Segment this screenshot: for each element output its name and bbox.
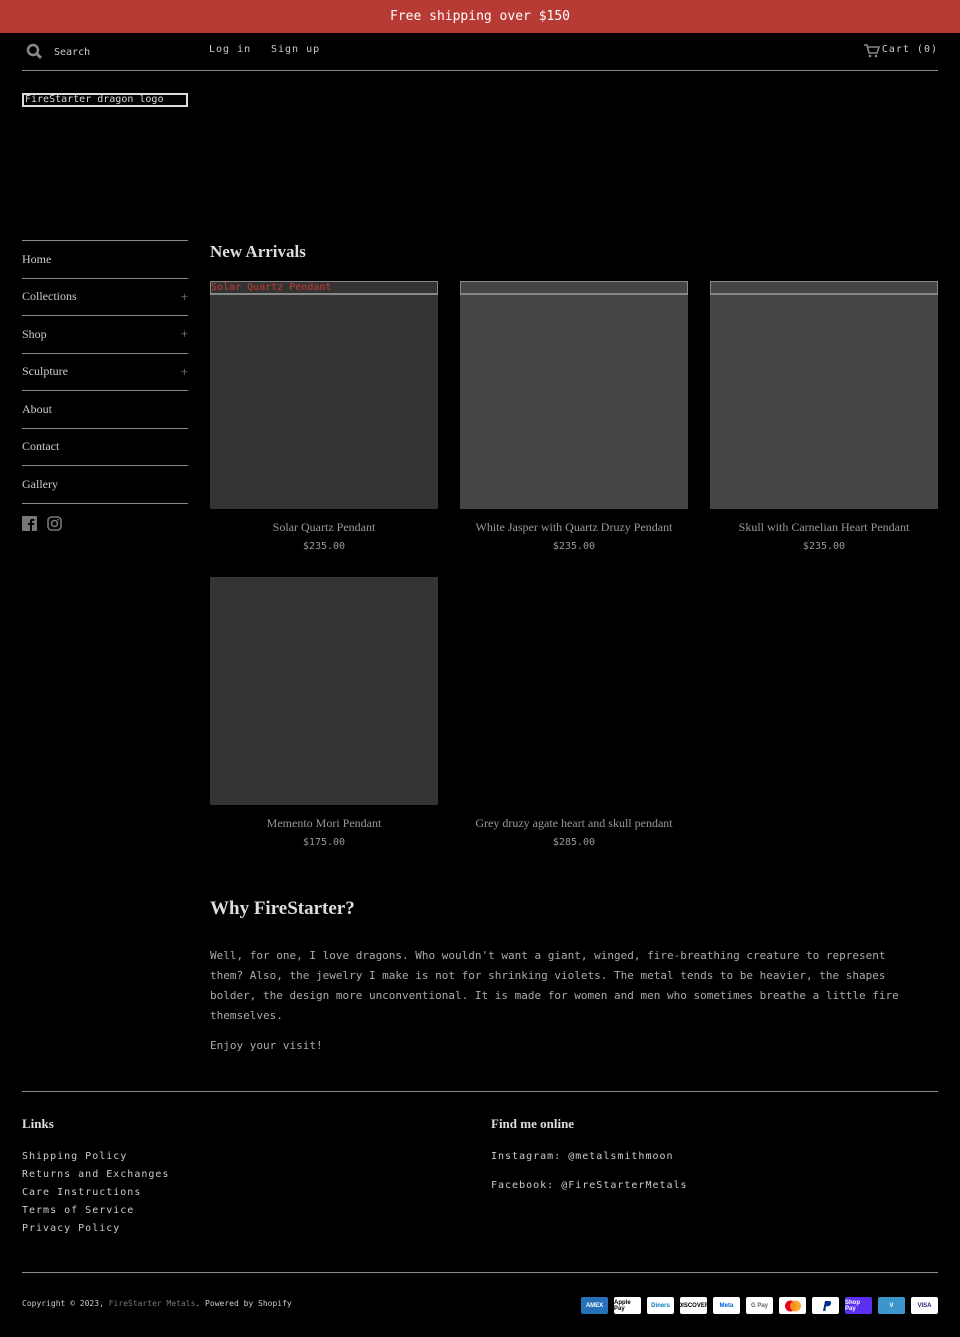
sidebar-item-label: About <box>22 401 52 416</box>
sidebar-item-collections[interactable] <box>22 279 188 317</box>
product-price: $235.00 <box>802 541 846 552</box>
product-image[interactable] <box>460 281 688 509</box>
announcement-bar: Free shipping over $150 <box>0 0 960 33</box>
why-body: Well, for one, I love dragons. Who wouldn't want a giant, winged, fire-breathing creature to represent them? Also, the jewelry I make is not for shrinking violets. The metal tends to be heavier, the shapes bolder, the design more unconventional. It is made for women and men who sometimes breathe a little fire themselves. <box>210 949 899 1022</box>
expand-icon[interactable]: + <box>180 288 188 304</box>
sidebar-item-gallery[interactable] <box>22 466 188 504</box>
product-price: $235.00 <box>552 541 596 552</box>
product-image[interactable] <box>460 577 688 805</box>
sidebar-item-label: Collections <box>22 289 77 304</box>
why-heading: Why FireStarter? <box>210 898 355 919</box>
expand-icon[interactable]: + <box>180 326 188 342</box>
product-card[interactable] <box>710 281 938 552</box>
image-alt-caption: Solar Quartz Pendant <box>210 281 438 295</box>
login-link[interactable]: Log in <box>209 44 252 55</box>
payment-icons <box>581 1297 938 1314</box>
divider <box>22 1091 938 1092</box>
product-card[interactable] <box>460 577 688 848</box>
sidebar-item-label: Gallery <box>22 476 58 491</box>
image-alt-caption <box>710 281 938 295</box>
image-alt-caption <box>460 281 688 295</box>
discover-icon: DISCOVER <box>680 1297 707 1314</box>
product-image[interactable] <box>710 281 938 509</box>
search-input[interactable] <box>54 43 204 61</box>
sidebar-item-shop[interactable] <box>22 316 188 354</box>
product-card[interactable] <box>210 577 438 848</box>
search-icon[interactable] <box>26 43 44 61</box>
product-price: $175.00 <box>302 837 346 848</box>
top-bar <box>22 33 938 71</box>
product-price: $235.00 <box>302 541 346 552</box>
social-links <box>22 516 62 531</box>
enjoy-text: Enjoy your visit! <box>210 1039 323 1052</box>
sidebar-item-contact[interactable] <box>22 429 188 467</box>
product-card[interactable] <box>210 281 438 552</box>
site-logo[interactable]: FireStarter dragon logo <box>22 93 188 107</box>
google-pay-icon: G Pay <box>746 1297 773 1314</box>
sidebar-item-label: Contact <box>22 439 60 454</box>
paypal-icon <box>812 1297 839 1314</box>
sidebar-item-home[interactable] <box>22 241 188 279</box>
powered-by: . Powered by Shopify <box>195 1299 292 1308</box>
product-name[interactable]: Memento Mori Pendant <box>266 816 382 830</box>
sidebar-item-label: Sculpture <box>22 364 68 379</box>
amex-icon: AMEX <box>581 1297 608 1314</box>
instagram-link[interactable]: Instagram: @metalsmithmoon <box>491 1151 674 1162</box>
apple-pay-icon: Apple Pay <box>614 1297 641 1314</box>
copyright-prefix: Copyright © 2023, <box>22 1299 104 1308</box>
diners-club-icon: Diners <box>647 1297 674 1314</box>
product-image[interactable] <box>210 281 438 509</box>
product-price: $285.00 <box>552 837 596 848</box>
sidebar-item-label: Shop <box>22 326 47 341</box>
sidebar-item-about[interactable] <box>22 391 188 429</box>
venmo-icon: V <box>878 1297 905 1314</box>
divider <box>22 1272 938 1273</box>
facebook-link[interactable]: Facebook: @FireStarterMetals <box>491 1180 688 1191</box>
product-name[interactable]: White Jasper with Quartz Druzy Pendant <box>475 520 673 534</box>
cart-link[interactable]: Cart (0) <box>881 44 938 55</box>
product-name[interactable]: Skull with Carnelian Heart Pendant <box>738 520 910 534</box>
visa-icon: VISA <box>911 1297 938 1314</box>
footer-link-terms[interactable]: Terms of Service <box>22 1205 135 1216</box>
copyright <box>22 1299 292 1308</box>
product-name[interactable]: Grey druzy agate heart and skull pendant <box>475 816 673 830</box>
sidebar-item-label: Home <box>22 251 52 266</box>
footer-online-heading: Find me online <box>491 1116 575 1131</box>
meta-pay-icon: Meta <box>713 1297 740 1314</box>
new-arrivals-heading: New Arrivals <box>210 242 306 261</box>
facebook-icon[interactable] <box>22 516 37 531</box>
sidebar-nav <box>22 240 188 504</box>
product-image[interactable] <box>210 577 438 805</box>
shop-name-link[interactable]: FireStarter Metals <box>108 1299 196 1308</box>
footer-link-privacy[interactable]: Privacy Policy <box>22 1223 121 1234</box>
signup-link[interactable]: Sign up <box>271 44 321 55</box>
footer-link-care[interactable]: Care Instructions <box>22 1187 142 1198</box>
sidebar-item-sculpture[interactable] <box>22 354 188 392</box>
instagram-icon[interactable] <box>47 516 62 531</box>
footer-links-heading: Links <box>22 1116 54 1131</box>
product-card[interactable] <box>460 281 688 552</box>
expand-icon[interactable]: + <box>180 363 188 379</box>
shop-pay-icon: Shop Pay <box>845 1297 872 1314</box>
footer-link-returns[interactable]: Returns and Exchanges <box>22 1169 170 1180</box>
cart-icon[interactable] <box>864 43 880 57</box>
mastercard-icon <box>779 1297 806 1314</box>
footer-link-shipping[interactable]: Shipping Policy <box>22 1151 128 1162</box>
product-name[interactable]: Solar Quartz Pendant <box>272 520 376 534</box>
